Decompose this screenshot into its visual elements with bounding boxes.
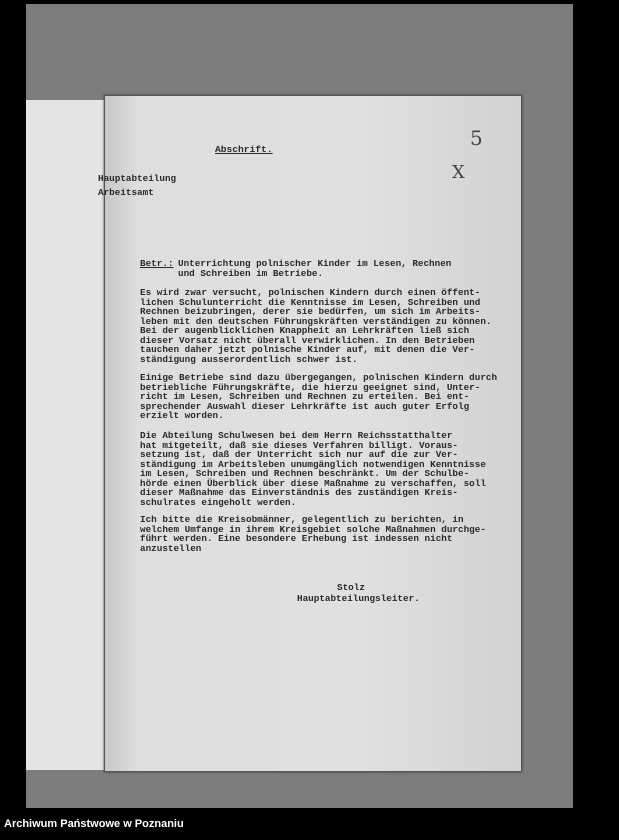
paragraph-4-line: anzustellen bbox=[140, 542, 202, 554]
sender-line-2: Arbeitsamt bbox=[98, 187, 154, 198]
paragraph-1-line: lichen Schulunterricht die Kenntnisse im Lesen, Schreiben und bbox=[140, 296, 481, 308]
signature-title: Hauptabteilungsleiter. bbox=[297, 593, 420, 604]
paragraph-3-line: setzung ist, daß der Unterricht sich nur auf die zur Ver- bbox=[140, 449, 459, 460]
paragraph-1-line: Bei der augenblicklichen Knappheit an Lehrkräften ließ sich bbox=[140, 325, 470, 336]
paragraph-3-line: hörde einen Überblick über diese Maßnahme zu verschaffen, soll bbox=[140, 477, 486, 489]
paragraph-3-line: hat mitgeteilt, daß sie dieses Verfahren billigt. Voraus- bbox=[140, 439, 459, 451]
paragraph-3-line: schulrates eingeholt werden. bbox=[140, 496, 297, 508]
paragraph-4-line: Ich bitte die Kreisobmänner, gelegentlich zu berichten, in bbox=[140, 514, 464, 525]
archive-footer: Archiwum Państwowe w Poznaniu bbox=[4, 818, 184, 830]
paragraph-3-line: im Lesen, Schreiben und Rechnen beschränkt. Um der Schulbe- bbox=[140, 468, 470, 479]
paragraph-1-line: tauchen daher jetzt polnische Kinder auf, mit denen die Ver- bbox=[140, 344, 475, 355]
paragraph-4-line: welchem Umfange in ihrem Kreisgebiet solche Maßnahmen durchge- bbox=[140, 523, 486, 535]
subject-line-2: und Schreiben im Betriebe. bbox=[178, 268, 324, 279]
paragraph-4-line: führt werden. Eine besondere Erhebung ist indessen nicht bbox=[140, 533, 453, 544]
paragraph-1-line: Rechnen beizubringen, derer sie bedürfen, um sich im Arbeits- bbox=[140, 306, 481, 317]
paragraph-3-line: dieser Maßnahme das Einverständnis des zuständigen Kreis- bbox=[140, 487, 459, 498]
paragraph-3-line: Die Abteilung Schulwesen bei dem Herrn Reichsstatthalter bbox=[140, 430, 453, 441]
paragraph-3-line: ständigung im Arbeitsleben unumgänglich notwendigen Kenntnisse bbox=[140, 458, 486, 470]
paragraph-2-line: richt im Lesen, Schreiben und Rechnen zu erteilen. Bei ent- bbox=[140, 391, 470, 402]
subject-line-1: Unterrichtung polnischer Kinder im Lesen, Rechnen bbox=[178, 258, 452, 269]
paragraph-2-line: erzielt worden. bbox=[140, 410, 224, 421]
handwritten-page-number: 5 bbox=[470, 126, 483, 150]
document-title: Abschrift. bbox=[215, 144, 273, 155]
paragraph-1-line: leben mit den deutschen Führungskräften verständigen zu können. bbox=[140, 315, 492, 327]
paragraph-2-line: sprechender Auswahl dieser Lehrkräfte ist auch guter Erfolg bbox=[140, 400, 470, 412]
paper-edge-strip bbox=[26, 100, 108, 770]
sender-line-1: Hauptabteilung bbox=[98, 173, 177, 184]
paragraph-2-line: betriebliche Führungskräfte, die hierzu geeignet sind, Unter- bbox=[140, 381, 481, 393]
paragraph-1-line: dieser Vorsatz nicht überall verwirklichen. In den Betrieben bbox=[140, 334, 475, 346]
paragraph-2-line: Einige Betriebe sind dazu übergegangen, polnischen Kindern durch bbox=[140, 372, 498, 383]
paragraph-1-line: Es wird zwar versucht, polnischen Kindern durch einen öffent- bbox=[140, 287, 481, 298]
handwritten-mark: X bbox=[452, 162, 465, 183]
paragraph-1-line: ständigung ausserordentlich schwer ist. bbox=[140, 353, 358, 365]
subject-label: Betr.: bbox=[140, 258, 174, 269]
signature-name: Stolz bbox=[337, 582, 365, 593]
